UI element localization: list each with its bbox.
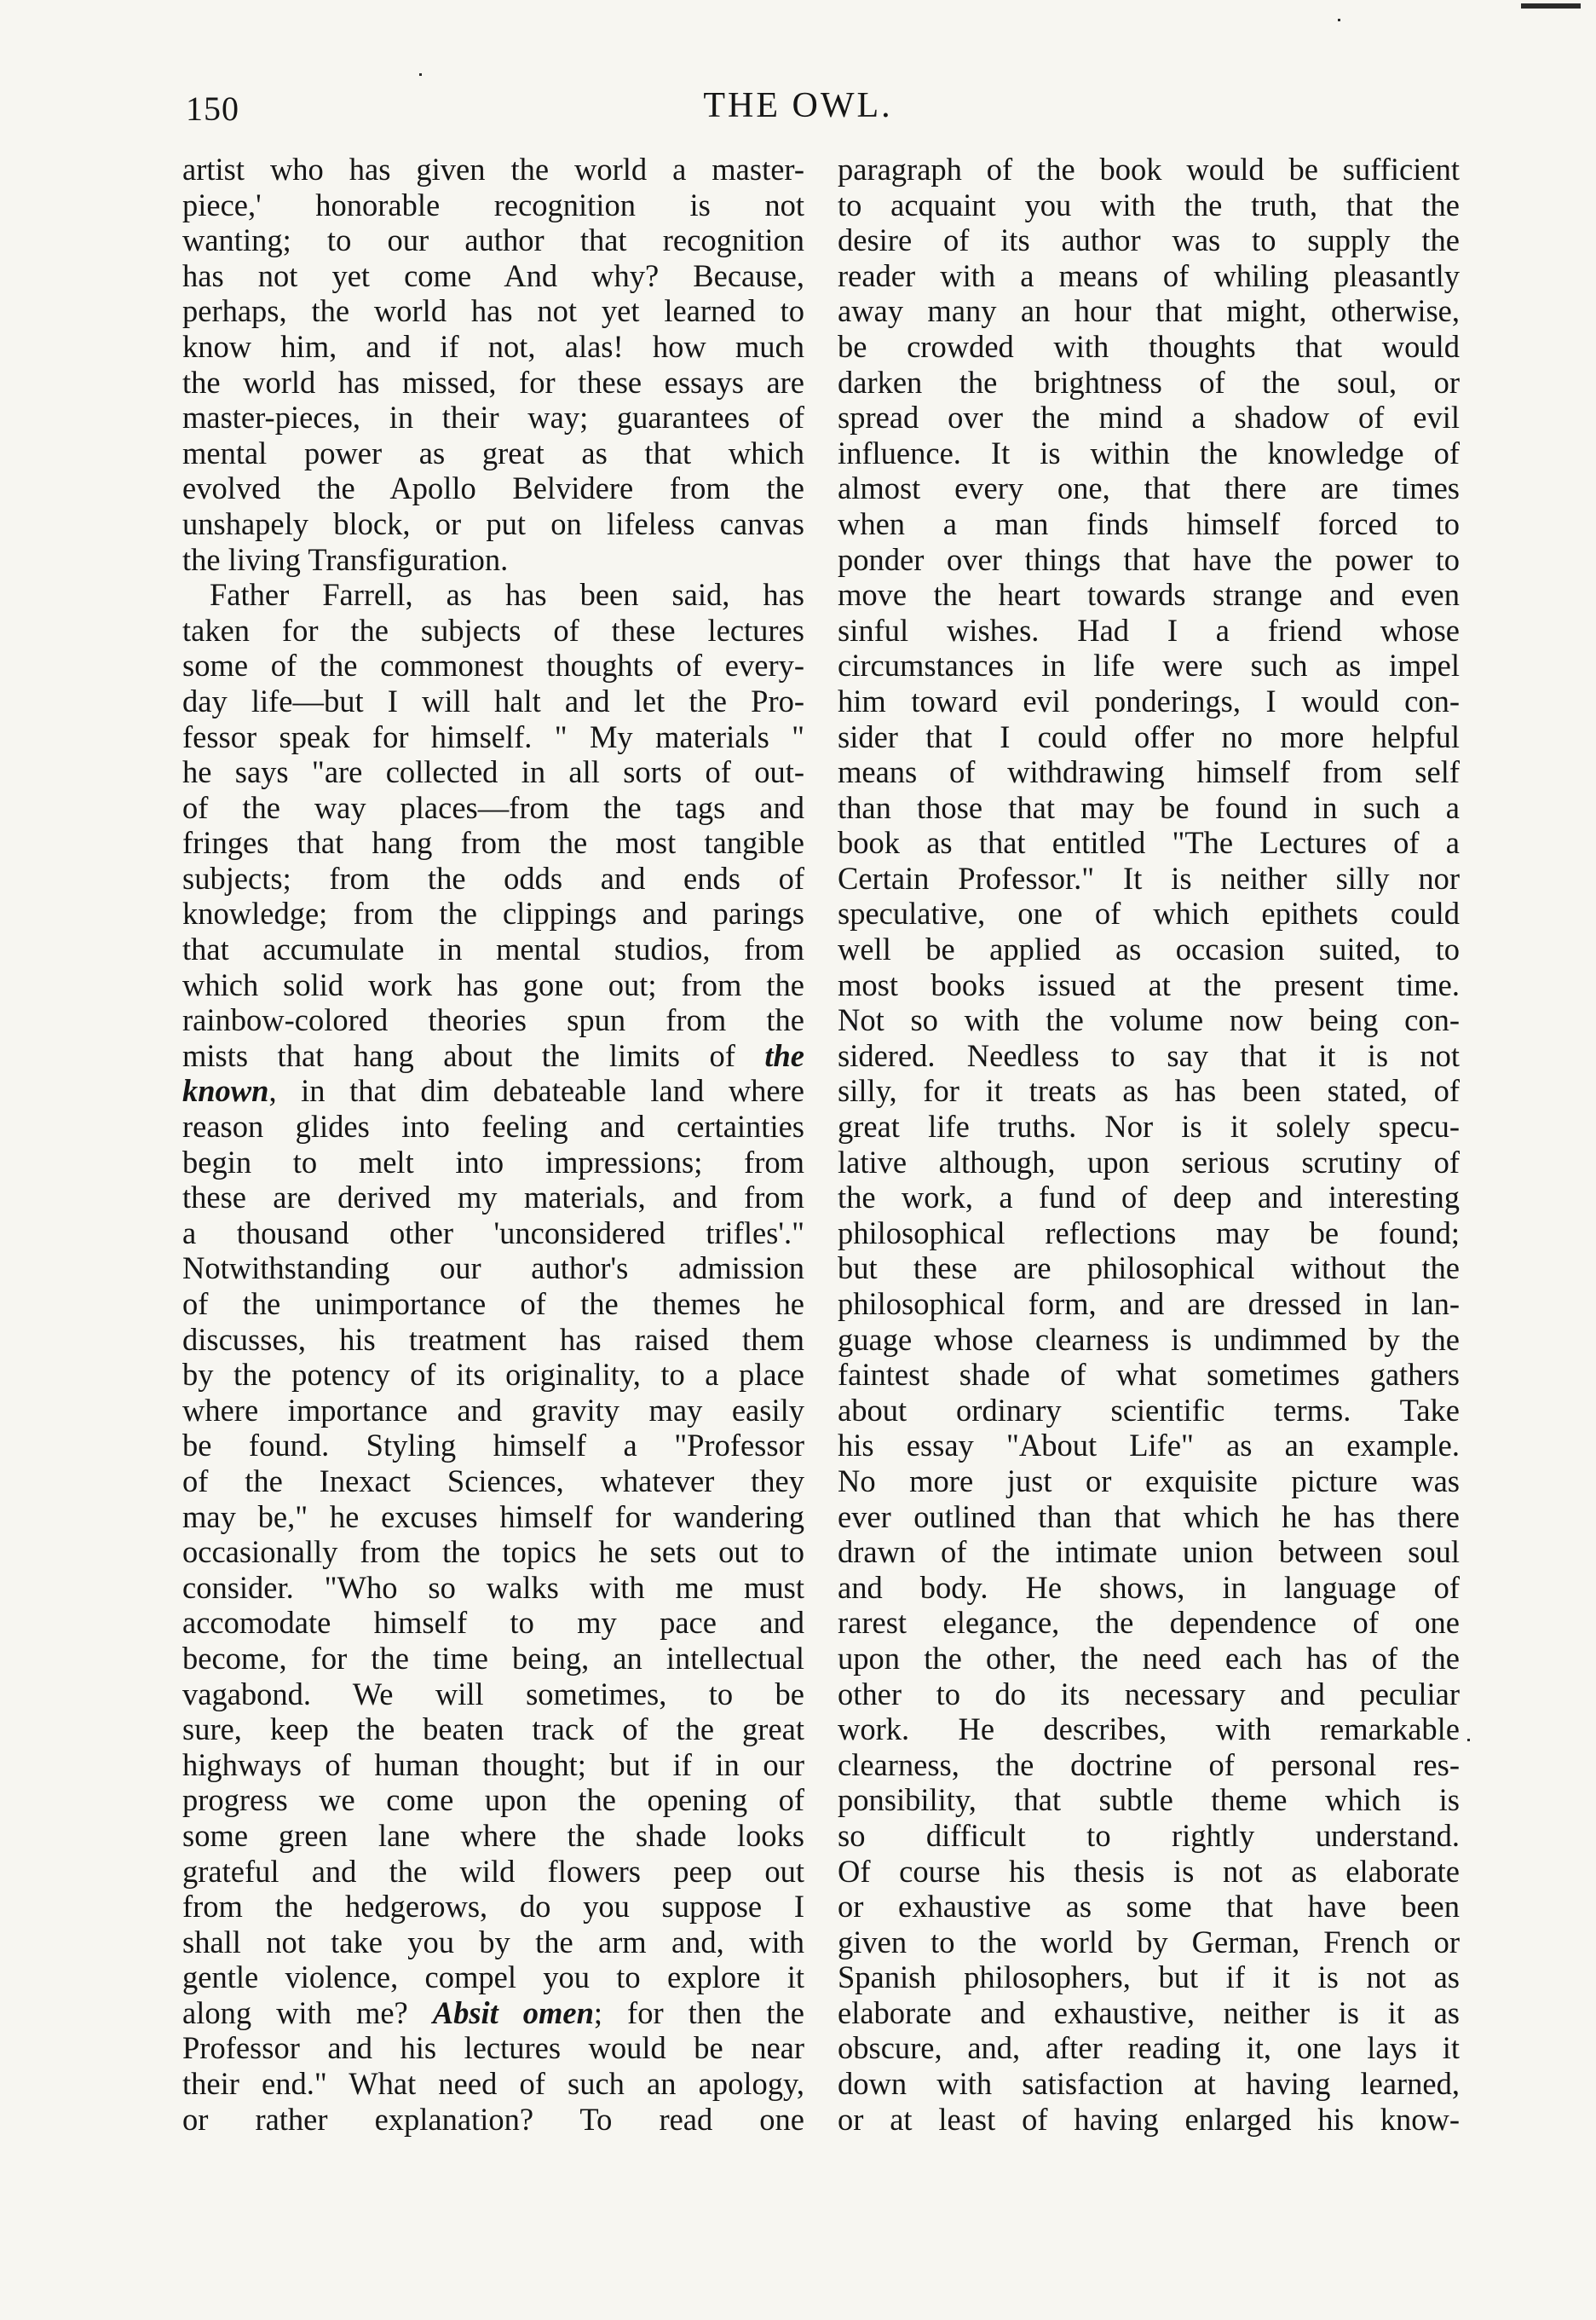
- text-line: clearness, the doctrine of personal res-: [838, 1746, 1460, 1782]
- text-line: the world has missed, for these essays are: [182, 364, 804, 400]
- text-line: move the heart towards strange and even: [838, 577, 1460, 613]
- text-line: has not yet come And why? Because,: [182, 257, 804, 293]
- text-line: spread over the mind a shadow of evil: [838, 400, 1460, 436]
- text-line: Professor and his lectures would be near: [182, 2030, 804, 2066]
- text-line: their end." What need of such an apology,: [182, 2066, 804, 2102]
- text-line: but these are philosophical without the: [838, 1250, 1460, 1286]
- text-line: highways of human thought; but if in our: [182, 1746, 804, 1782]
- text-line: sidered. Needless to say that it is not: [838, 1037, 1460, 1073]
- text-line: fringes that hang from the most tangible: [182, 825, 804, 861]
- text-line: drawn of the intimate union between soul: [838, 1534, 1460, 1570]
- left-column: [182, 152, 804, 2137]
- text-line: by the potency of its originality, to a place: [182, 1357, 804, 1393]
- text-line: means of withdrawing himself from self: [838, 754, 1460, 790]
- text-line: sinful wishes. Had I a friend whose: [838, 612, 1460, 648]
- page-number: 150: [186, 89, 239, 128]
- text-line: progress we come upon the opening of: [182, 1782, 804, 1818]
- text-line: his essay "About Life" as an example.: [838, 1428, 1460, 1463]
- text-line: speculative, one of which epithets could: [838, 896, 1460, 932]
- text-line: day life—but I will halt and let the Pro-: [182, 683, 804, 719]
- text-line: desire of its author was to supply the: [838, 222, 1460, 258]
- text-line: book as that entitled "The Lectures of a: [838, 825, 1460, 861]
- text-line: elaborate and exhaustive, neither is it as: [838, 1994, 1460, 2030]
- text-line: No more just or exquisite picture was: [838, 1463, 1460, 1498]
- text-line: circumstances in life were such as impel: [838, 648, 1460, 684]
- text-line: gentle violence, compel you to explore it: [182, 1959, 804, 1995]
- text-line: become, for the time being, an intellectual: [182, 1640, 804, 1676]
- text-line: him toward evil ponderings, I would con-: [838, 683, 1460, 719]
- text-line: [182, 1073, 804, 1109]
- text-line: given to the world by German, French or: [838, 1924, 1460, 1959]
- text-line: wanting; to our author that recognition: [182, 222, 804, 258]
- text-line: Certain Professor." It is neither silly nor: [838, 860, 1460, 896]
- text-line: a thousand other 'unconsidered trifles'.": [182, 1215, 804, 1250]
- text-line: accomodate himself to my pace and: [182, 1605, 804, 1641]
- text-line: Spanish philosophers, but if it is not as: [838, 1959, 1460, 1995]
- text-fragment: along with me?: [182, 1994, 408, 2030]
- text-line: Of course his thesis is not as elaborate: [838, 1853, 1460, 1889]
- text-line: vagabond. We will sometimes, to be: [182, 1676, 804, 1711]
- text-line: guage whose clearness is undimmed by the: [838, 1321, 1460, 1357]
- text-line: philosophical reflections may be found;: [838, 1215, 1460, 1250]
- text-line: some green lane where the shade looks: [182, 1817, 804, 1853]
- italic-known: known: [182, 1073, 269, 1109]
- text-line: of the Inexact Sciences, whatever they: [182, 1463, 804, 1498]
- text-line: that accumulate in mental studios, from: [182, 932, 804, 967]
- text-line: be crowded with thoughts that would: [838, 328, 1460, 364]
- text-line: well be applied as occasion suited, to: [838, 932, 1460, 967]
- text-line: some of the commonest thoughts of every-: [182, 648, 804, 684]
- text-line: away many an hour that might, otherwise,: [838, 293, 1460, 329]
- text-fragment: , in that dim debateable land where: [268, 1073, 804, 1109]
- text-line: of the unimportance of the themes he: [182, 1286, 804, 1321]
- text-line: silly, for it treats as has been stated, of: [838, 1073, 1460, 1109]
- text-line: master-pieces, in their way; guarantees of: [182, 400, 804, 436]
- text-line: [182, 1995, 804, 2031]
- text-line: or rather explanation? To read one: [182, 2101, 804, 2137]
- text-line: sider that I could offer no more helpful: [838, 719, 1460, 754]
- text-line: subjects; from the odds and ends of: [182, 860, 804, 896]
- text-line: the work, a fund of deep and interesting: [838, 1180, 1460, 1215]
- text-line: of the way places—from the tags and: [182, 789, 804, 825]
- text-line: reason glides into feeling and certainties: [182, 1109, 804, 1145]
- running-head-title: THE OWL.: [703, 86, 893, 125]
- text-line: ponder over things that have the power to: [838, 541, 1460, 577]
- text-line: fessor speak for himself. " My materials ": [182, 719, 804, 754]
- text-line: evolved the Apollo Belvidere from the: [182, 470, 804, 506]
- text-line: knowledge; from the clippings and parings: [182, 896, 804, 932]
- text-line: rainbow-colored theories spun from the: [182, 1002, 804, 1038]
- text-line: grateful and the wild flowers peep out: [182, 1853, 804, 1889]
- text-line: Not so with the volume now being con-: [838, 1002, 1460, 1038]
- text-line: taken for the subjects of these lectures: [182, 612, 804, 648]
- text-line: piece,' honorable recognition is not: [182, 187, 804, 222]
- text-line: be found. Styling himself a "Professor: [182, 1428, 804, 1463]
- text-fragment: ; for then the: [593, 1994, 804, 2030]
- text-line: rarest elegance, the dependence of one: [838, 1605, 1460, 1641]
- text-line: Father Farrell, as has been said, has: [210, 577, 804, 613]
- text-line: other to do its necessary and peculiar: [838, 1676, 1460, 1711]
- text-line: discusses, his treatment has raised them: [182, 1321, 804, 1357]
- text-line: ever outlined than that which he has there: [838, 1498, 1460, 1534]
- text-line: shall not take you by the arm and, with: [182, 1924, 804, 1959]
- text-line: artist who has given the world a master-: [182, 152, 804, 187]
- text-line: mental power as great as that which: [182, 435, 804, 470]
- text-line: or exhaustive as some that have been: [838, 1889, 1460, 1925]
- text-line: from the hedgerows, do you suppose I: [182, 1889, 804, 1925]
- text-line: to acquaint you with the truth, that the: [838, 187, 1460, 222]
- text-line: when a man finds himself forced to: [838, 505, 1460, 541]
- text-line: these are derived my materials, and from: [182, 1180, 804, 1215]
- text-line: occasionally from the topics he sets out to: [182, 1534, 804, 1570]
- text-line: about ordinary scientific terms. Take: [838, 1392, 1460, 1428]
- text-line: unshapely block, or put on lifeless canvas: [182, 505, 804, 541]
- italic-absit-omen: Absit omen: [432, 1994, 594, 2030]
- text-line: work. He describes, with remarkable: [838, 1711, 1460, 1747]
- scan-speck: [419, 73, 422, 76]
- text-line: he says "are collected in all sorts of out-: [182, 754, 804, 790]
- text-line: great life truths. Nor is it solely specu-: [838, 1109, 1460, 1145]
- text-line: reader with a means of whiling pleasantly: [838, 257, 1460, 293]
- text-line: faintest shade of what sometimes gathers: [838, 1357, 1460, 1393]
- text-line: down with satisfaction at having learned,: [838, 2066, 1460, 2102]
- text-line: paragraph of the book would be sufficient: [838, 152, 1460, 187]
- text-line: than those that may be found in such a: [838, 789, 1460, 825]
- right-column: [838, 152, 1460, 2137]
- text-line: upon the other, the need each has of the: [838, 1640, 1460, 1676]
- text-line: may be," he excuses himself for wandering: [182, 1498, 804, 1534]
- text-line: lative although, upon serious scrutiny of: [838, 1144, 1460, 1180]
- text-line: ponsibility, that subtle theme which is: [838, 1782, 1460, 1818]
- scan-speck: [1338, 19, 1340, 21]
- text-line: darken the brightness of the soul, or: [838, 364, 1460, 400]
- text-line: influence. It is within the knowledge of: [838, 435, 1460, 470]
- text-line: Notwithstanding our author's admission: [182, 1250, 804, 1286]
- text-line: which solid work has gone out; from the: [182, 967, 804, 1002]
- text-line: begin to melt into impressions; from: [182, 1144, 804, 1180]
- scan-speck: [1521, 3, 1581, 9]
- text-line: where importance and gravity may easily: [182, 1392, 804, 1428]
- text-line: and body. He shows, in language of: [838, 1569, 1460, 1605]
- text-line: most books issued at the present time.: [838, 967, 1460, 1002]
- text-line: or at least of having enlarged his know-: [838, 2101, 1460, 2137]
- text-line: obscure, and, after reading it, one lays it: [838, 2030, 1460, 2066]
- text-line: [182, 1038, 804, 1074]
- text-line: so difficult to rightly understand.: [838, 1817, 1460, 1853]
- scan-speck: [1467, 1739, 1470, 1741]
- text-line: sure, keep the beaten track of the great: [182, 1711, 804, 1747]
- text-line: know him, and if not, alas! how much: [182, 328, 804, 364]
- text-line: consider. "Who so walks with me must: [182, 1569, 804, 1605]
- text-line: the living Transfiguration.: [182, 541, 509, 577]
- text-line: almost every one, that there are times: [838, 470, 1460, 506]
- text-fragment: mists that hang about the limits of: [182, 1037, 735, 1073]
- italic-the: the: [764, 1037, 804, 1073]
- text-line: perhaps, the world has not yet learned to: [182, 293, 804, 329]
- text-line: philosophical form, and are dressed in lan-: [838, 1286, 1460, 1321]
